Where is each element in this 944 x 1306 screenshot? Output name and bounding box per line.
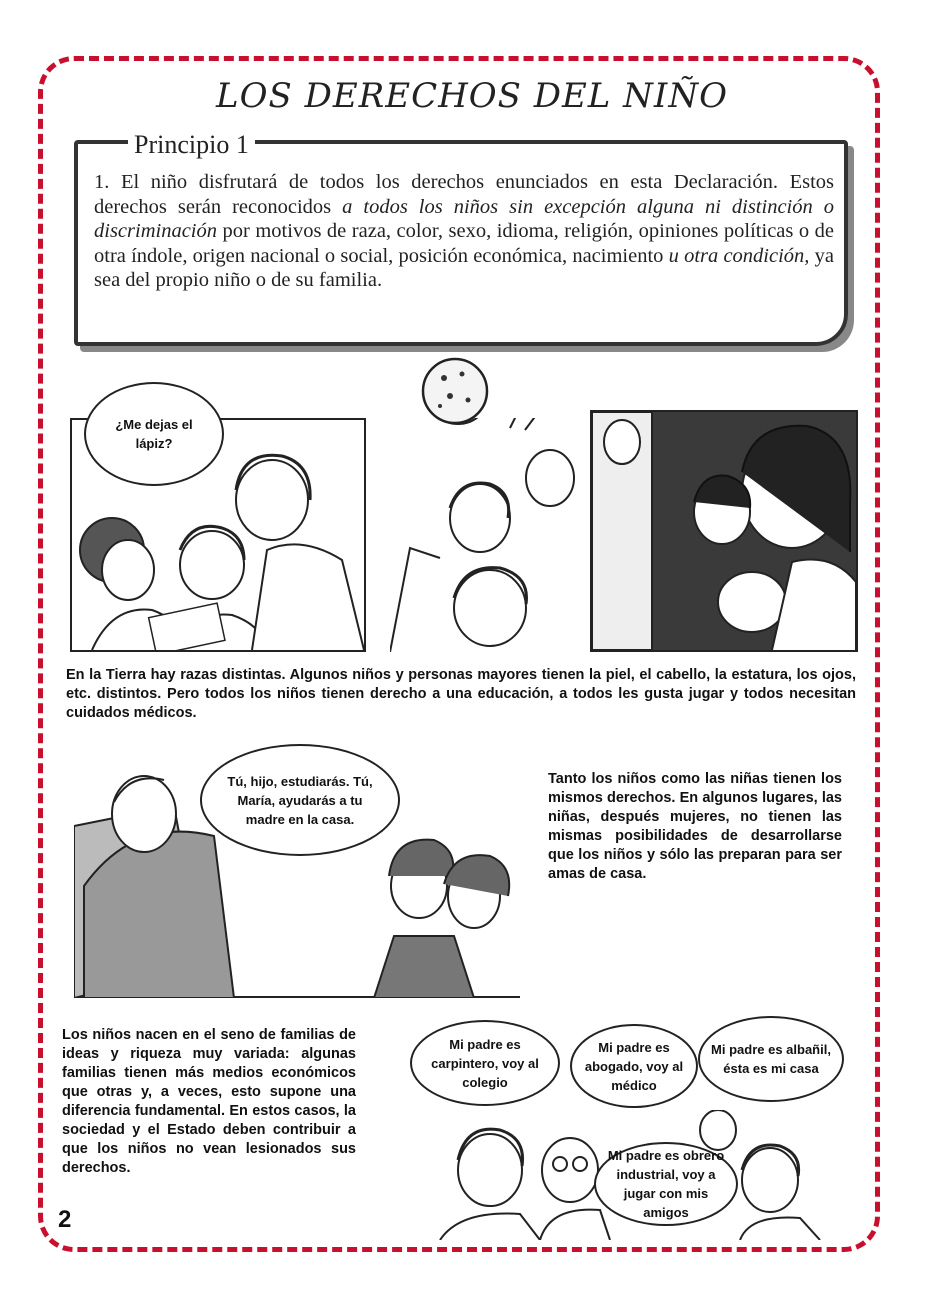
speech-bubble-obrero xyxy=(594,1142,738,1226)
speech-bubble-albanil-text: Mi padre es albañil, ésta es mi casa xyxy=(711,1042,831,1076)
speech-bubble-carpintero-text: Mi padre es carpintero, voy al colegio xyxy=(431,1036,539,1090)
illustration-mother-baby xyxy=(590,410,858,652)
speech-bubble-padre-text: Tú, hijo, estudiarás. Tú, María, ayudarás a tu madre en la casa. xyxy=(227,773,373,827)
caption-ninas: Tanto los niños como las niñas tienen los mismos derechos. En algunos lugares, las niñas, después mujeres, no tienen las mismas posibilidades de desarrollarse que los niños y sólo las preparan para ser amas de casa. xyxy=(548,771,842,882)
speech-bubble-carpintero xyxy=(410,1020,560,1106)
ball-drawing xyxy=(420,356,490,426)
speech-bubble-abogado xyxy=(570,1024,698,1108)
speech-bubble-lapiz-text: ¿Me dejas el lápiz? xyxy=(115,417,193,451)
speech-bubble-padre xyxy=(200,744,400,856)
speech-bubble-albanil xyxy=(698,1016,844,1102)
principio-text-b: a todos los niños sin excepción alguna ni distinción o discriminación xyxy=(94,195,834,242)
principio-text-c: por motivos de raza, color, sexo, idioma, religión, opiniones políticas o de otra índole, origen nacional o social, posición económica, nacimiento xyxy=(94,220,834,267)
speech-bubble-abogado-text: Mi padre es abogado, voy al médico xyxy=(584,1039,684,1093)
caption-razas: En la Tierra hay razas distintas. Algunos niños y personas mayores tienen la piel, el cabello, la estatura, los ojos, etc. distintos. Pero todos los niños tienen derecho a una educación, a todos les gusta jugar y todos necesitan cuidados médicos. xyxy=(66,667,856,721)
children-playing-drawing xyxy=(390,418,590,652)
caption-familias: Los niños nacen en el seno de familias de ideas y riqueza muy variada: algunas familias tienen más medios económicos que otras y, a veces, esto supone una diferencia fundamental. En estos casos, la sociedad y el Estado deben contribuir a que los niños no vean lesionados sus derechos. xyxy=(62,1027,356,1176)
principio-text-d: u otra condición, xyxy=(668,244,810,267)
illustration-children-playing xyxy=(390,418,590,652)
page-title: LOS DERECHOS DEL NIÑO xyxy=(216,76,728,116)
principio-text-a: 1. El niño disfrutará de todos los derechos enunciados en esta Declaración. Estos derechos serán reconocidos xyxy=(94,171,834,218)
speech-bubble-obrero-text: Mi padre es obrero industrial, voy a jugar con mis amigos xyxy=(607,1148,725,1220)
page-number: 2 xyxy=(58,1206,72,1233)
principio-text-e: ya sea del propio niño o de su familia. xyxy=(94,244,834,291)
speech-bubble-lapiz xyxy=(84,382,224,486)
mother-baby-drawing xyxy=(592,412,856,650)
principio-text xyxy=(94,170,834,293)
principio-label: Principio 1 xyxy=(128,130,255,160)
